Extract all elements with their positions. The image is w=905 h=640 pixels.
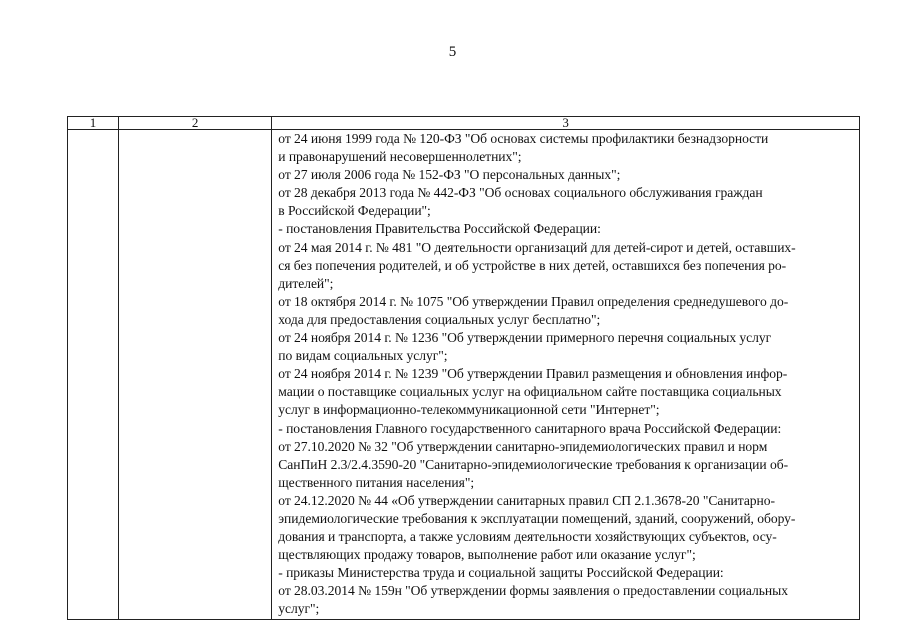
text-line: от 24.12.2020 № 44 «Об утверждении санитарных правил СП 2.1.3678-20 "Санитарно- <box>278 492 776 508</box>
text-line: - приказы Министерства труда и социальной защиты Российской Федерации: <box>278 565 724 581</box>
text-line: СанПиН 2.3/2.4.3590-20 "Санитарно-эпидемиологические требования к организации об- <box>278 456 789 472</box>
table-header-row <box>68 117 860 130</box>
text-line: - постановления Правительства Российской Федерации: <box>278 221 601 237</box>
text-line: хода для предоставления социальных услуг бесплатно"; <box>278 311 601 327</box>
table-cell-col1 <box>68 130 119 620</box>
text-line: услуг"; <box>278 601 320 617</box>
text-line: от 28 декабря 2013 года № 442-ФЗ "Об основах социального обслуживания граждан <box>278 185 763 201</box>
text-line: - постановления Главного государственного санитарного врача Российской Федерации: <box>278 420 782 436</box>
text-line: эпидемиологические требования к эксплуатации помещений, зданий, сооружений, обору- <box>278 510 796 526</box>
text-line: от 24 ноября 2014 г. № 1236 "Об утверждении примерного перечня социальных услуг <box>278 330 772 346</box>
text-line: от 28.03.2014 № 159н "Об утверждении формы заявления о предоставлении социальных <box>278 583 788 599</box>
table-cell-col2 <box>119 130 272 620</box>
text-line: от 27.10.2020 № 32 "Об утверждении санитарно-эпидемиологических правил и норм <box>278 438 768 454</box>
text-line: мации о поставщике социальных услуг на официальном сайте поставщика социальных <box>278 384 782 400</box>
page-number: 5 <box>448 44 457 60</box>
text-line: щественного питания населения"; <box>278 474 475 490</box>
text-line: дования и транспорта, а также условиям деятельности хозяйствующих субъектов, осу- <box>278 529 777 545</box>
text-line: ся без попечения родителей, и об устройстве в них детей, оставшихся без попечения ро- <box>278 257 787 273</box>
table-row <box>68 130 860 620</box>
text-line: в Российской Федерации"; <box>278 203 431 219</box>
text-line: дителей"; <box>278 275 334 291</box>
text-line: от 27 июля 2006 года № 152-ФЗ "О персональных данных"; <box>278 167 621 183</box>
text-line: и правонарушений несовершеннолетних"; <box>278 149 522 165</box>
text-line: от 24 мая 2014 г. № 481 "О деятельности организаций для детей-сирот и детей, оставших- <box>278 239 796 255</box>
document-table <box>67 116 860 620</box>
text-line: от 24 ноября 2014 г. № 1239 "Об утверждении Правил размещения и обновления инфор- <box>278 366 788 382</box>
text-line: по видам социальных услуг"; <box>278 348 448 364</box>
text-line: услуг в информационно-телекоммуникационной сети "Интернет"; <box>278 402 660 418</box>
text-line: ществляющих продажу товаров, выполнение работ или оказание услуг"; <box>278 547 696 563</box>
column-header-3: 3 <box>272 117 860 130</box>
text-line: от 24 июня 1999 года № 120-ФЗ "Об основах системы профилактики безнадзорности <box>278 131 769 146</box>
column-header-2: 2 <box>119 117 272 130</box>
table-cell-col3 <box>272 130 860 620</box>
text-line: от 18 октября 2014 г. № 1075 "Об утверждении Правил определения среднедушевого до- <box>278 293 789 309</box>
column-header-1: 1 <box>68 117 119 130</box>
